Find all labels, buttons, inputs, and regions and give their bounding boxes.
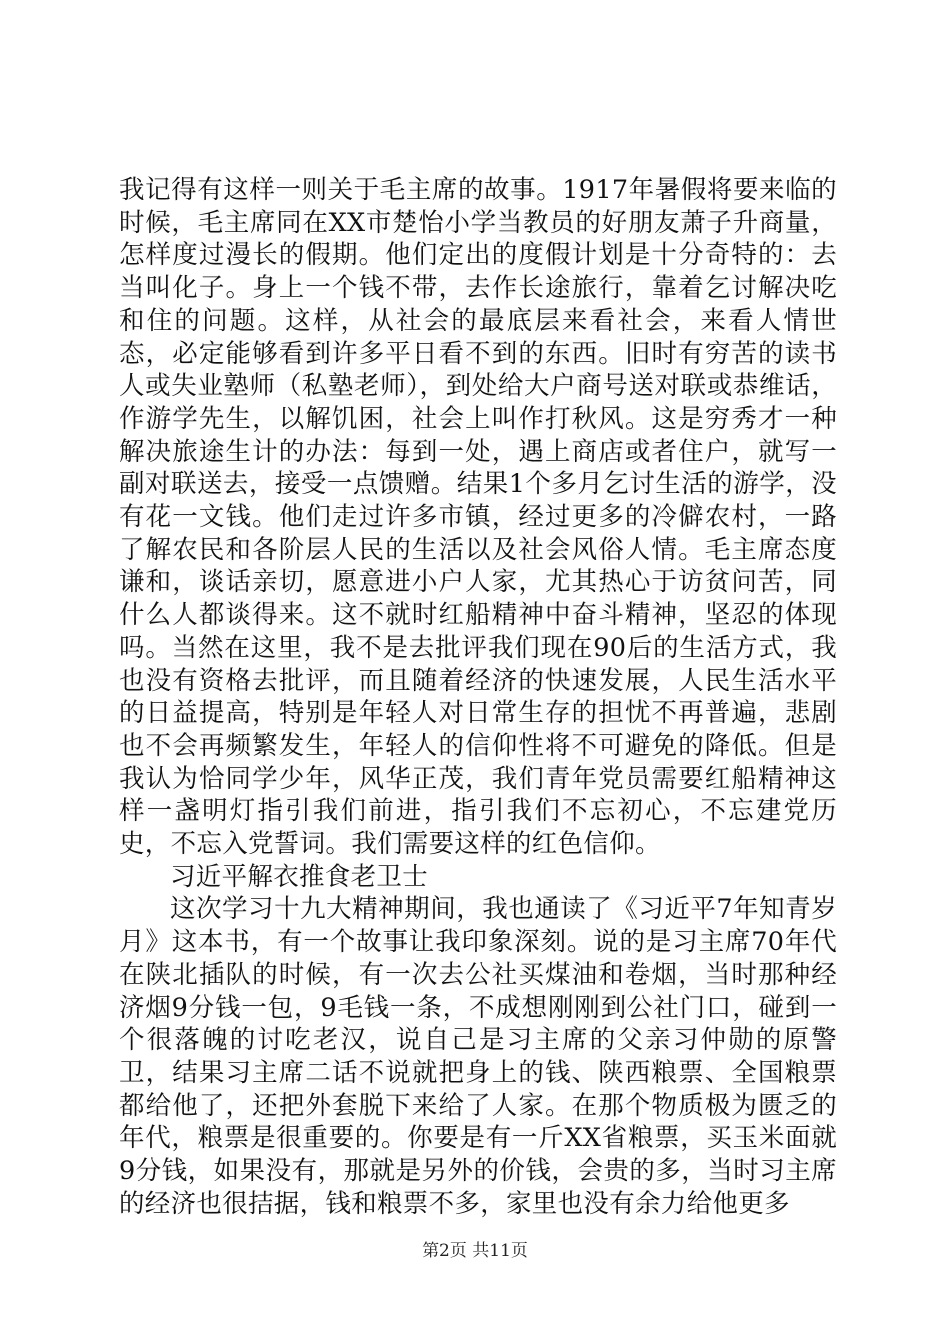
section-heading-xi-veteran: 习近平解衣推食老卫士 [170,861,429,892]
body-paragraph-mao-story: 我记得有这样一则关于毛主席的故事。1917年暑假将要来临的时候，毛主席同在XX市楚怡小学当教员的好朋友萧子升商量，怎样度过漫长的假期。他们定出的度假计划是十分奇特的：去当叫化子。身上一个钱不带，去作长途旅行，靠着乞讨解决吃和住的问题。这样，从社会的最底层来看社会，来看人情世态，必定能够看到许多平日看不到的东西。旧时有穷苦的读书人或失业塾师（私塾老师），到处给大户商号送对联或恭维话，作游学先生，以解饥困，社会上叫作打秋风。这是穷秀才一种解决旅途生计的办法：每到一处，遇上商店或者住户，就写一副对联送去，接受一点馈赠。结果1个多月乞讨生活的游学，没有花一文钱。他们走过许多市镇，经过更多的冷僻农村，一路了解农民和各阶层人民的生活以及社会风俗人情。毛主席态度谦和，谈话亲切，愿意进小户人家，尤其热心于访贫问苦，同什么人都谈得来。这不就时红船精神中奋斗精神，坚忍的体现吗。当然在这里，我不是去批评我们现在90后的生活方式，我也没有资格去批评，而且随着经济的快速发展，人民生活水平的日益提高，特别是年轻人对日常生存的担忧不再普遍，悲剧也不会再频繁发生，年轻人的信仰性将不可避免的降低。但是我认为恰同学少年，风华正茂，我们青年党员需要红船精神这样一盏明灯指引我们前进，指引我们不忘初心，不忘建党历史，不忘入党誓词。我们需要这样的红色信仰。 [119,175,837,860]
body-paragraph-xi-story: 这次学习十九大精神期间，我也通读了《习近平7年知青岁月》这本书，有一个故事让我印象深刻。说的是习主席70年代在陕北插队的时候，有一次去公社买煤油和卷烟，当时那种经济烟9分钱一包，9毛钱一条，不成想刚刚到公社门口，碰到一个很落魄的讨吃老汉，说自己是习主席的父亲习仲勋的原警卫，结果习主席二话不说就把身上的钱、陕西粮票、全国粮票都给他了，还把外套脱下来给了人家。在那个物质极为匮乏的年代，粮票是很重要的。你要是有一斤XX省粮票，买玉米面就9分钱，如果没有，那就是另外的价钱，会贵的多，当时习主席的经济也很拮据，钱和粮票不多，家里也没有余力给他更多 [119,894,837,1219]
document-body [119,174,837,1221]
page-number-footer: 第2页 共11页 [422,1241,528,1261]
